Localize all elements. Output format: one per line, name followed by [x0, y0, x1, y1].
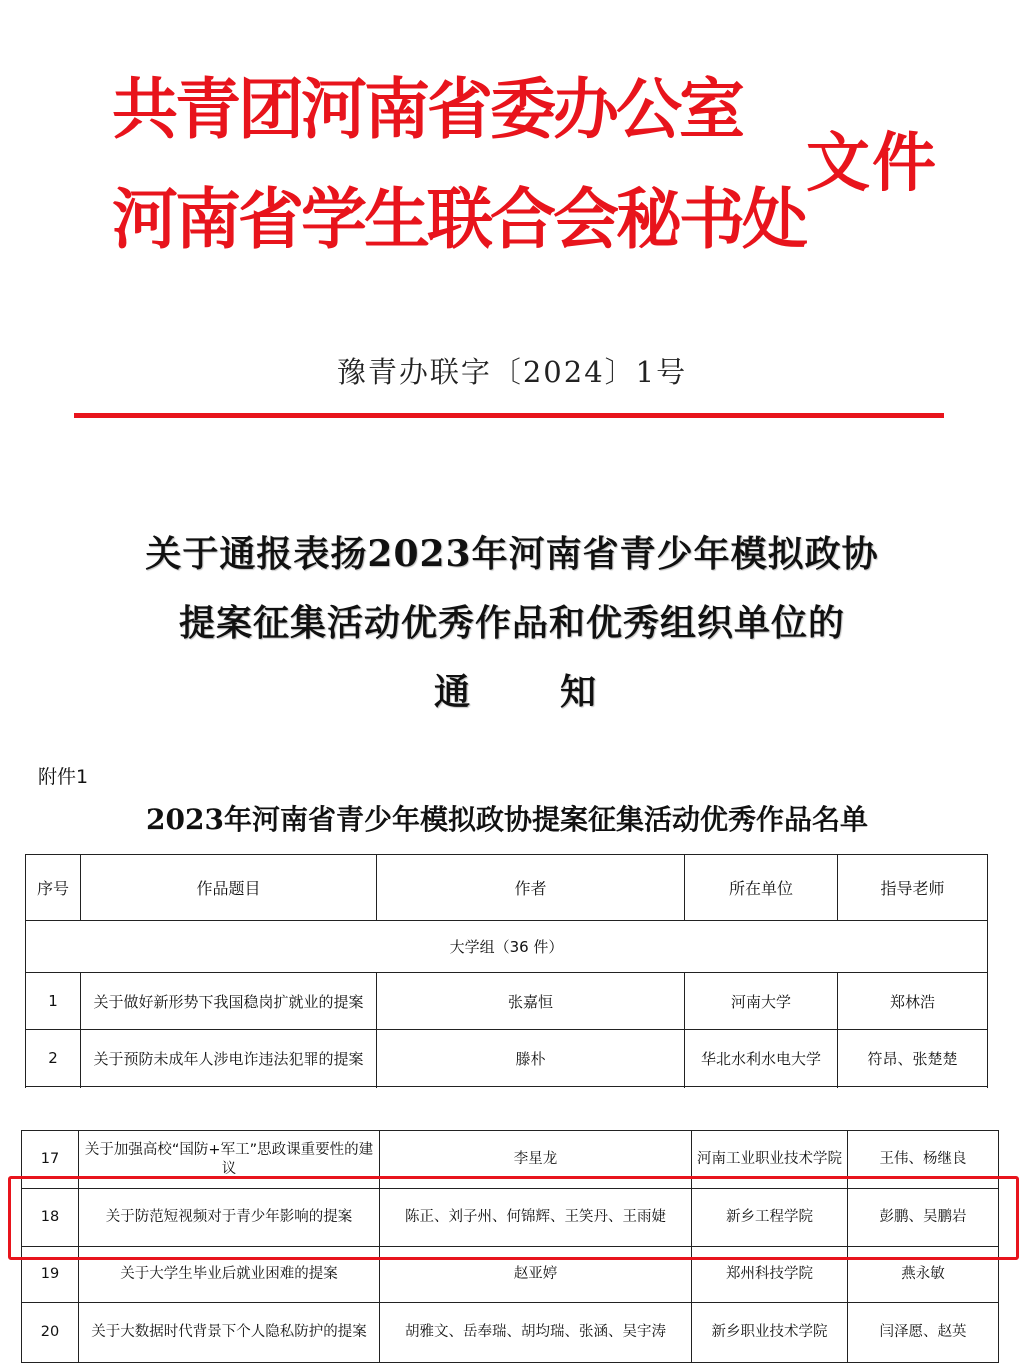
header-unit: 所在单位: [685, 855, 838, 921]
cell-author: 陈正、刘子州、何锦辉、王笑丹、王雨婕: [380, 1189, 692, 1247]
cell-advisor: 符昂、张楚楚: [838, 1030, 988, 1087]
cell-seq: 19: [22, 1247, 79, 1303]
cell-advisor: 燕永敏: [848, 1247, 999, 1303]
cell-unit: 郑州科技学院: [692, 1247, 848, 1303]
org-name-line2: 河南省学生联合会秘书处: [112, 181, 805, 258]
cell-unit: 河南工业职业技术学院: [692, 1131, 848, 1189]
attachment-label: 附件1: [38, 766, 89, 788]
table-header-row: [26, 855, 988, 921]
cell-seq: 1: [26, 973, 81, 1030]
header-divider: [74, 413, 944, 418]
cell-author: 滕朴: [377, 1030, 685, 1087]
cell-title: 关于加强高校“国防+军工”思政课重要性的建议: [79, 1131, 380, 1189]
table-row: [22, 1303, 999, 1363]
cell-advisor: 王伟、杨继良: [848, 1131, 999, 1189]
notice-title-line3: 通知: [433, 671, 686, 713]
cell-author: 张嘉恒: [377, 973, 685, 1030]
cell-title: 关于预防未成年人涉电诈违法犯罪的提案: [81, 1030, 377, 1087]
table-row: [22, 1131, 999, 1189]
header-advisor: 指导老师: [838, 855, 988, 921]
cell-advisor: 郑林浩: [838, 973, 988, 1030]
cell-unit: 新乡工程学院: [692, 1189, 848, 1247]
table-row: [26, 1030, 988, 1087]
cell-seq: 2: [26, 1030, 81, 1087]
cell-title: 关于大学生毕业后就业困难的提案: [79, 1247, 380, 1303]
table-row: [26, 973, 988, 1030]
group-label: 大学组（36 件）: [26, 921, 988, 973]
cell-title: 关于防范短视频对于青少年影响的提案: [79, 1189, 380, 1247]
awards-table-bottom: [21, 1130, 999, 1363]
cell-advisor: 彭鹏、吴鹏岩: [848, 1189, 999, 1247]
cell-seq: 20: [22, 1303, 79, 1363]
document-number: 豫青办联字〔2024〕1号: [336, 355, 688, 389]
table-row-cut: [26, 1087, 988, 1089]
header-title: 作品题目: [81, 855, 377, 921]
table-fragment-top: [0, 852, 1024, 1088]
attachment-list-title: 2023年河南省青少年模拟政协提案征集活动优秀作品名单: [146, 803, 868, 836]
org-name-line1: 共青团河南省委办公室: [112, 71, 742, 148]
cell-unit: 新乡职业技术学院: [692, 1303, 848, 1363]
group-row: [26, 921, 988, 973]
cell-title: 关于做好新形势下我国稳岗扩就业的提案: [81, 973, 377, 1030]
cell-seq: 18: [22, 1189, 79, 1247]
cell-author: 李星龙: [380, 1131, 692, 1189]
awards-table-top: [25, 854, 988, 1088]
header-author: 作者: [377, 855, 685, 921]
cell-advisor: 闫泽愿、赵英: [848, 1303, 999, 1363]
cell-title: 关于大数据时代背景下个人隐私防护的提案: [79, 1303, 380, 1363]
notice-title-line1: 关于通报表扬2023年河南省青少年模拟政协: [145, 533, 879, 575]
header-seq: 序号: [26, 855, 81, 921]
cell-author: 赵亚婷: [380, 1247, 692, 1303]
cell-seq: 17: [22, 1131, 79, 1189]
org-file-suffix: 文件: [806, 127, 938, 201]
table-row-highlighted: [22, 1189, 999, 1247]
table-row: [22, 1247, 999, 1303]
table-fragment-bottom: [0, 1128, 1024, 1365]
cell-author: 胡雅文、岳奉瑞、胡均瑞、张涵、吴宇涛: [380, 1303, 692, 1363]
cell-unit: 河南大学: [685, 973, 838, 1030]
notice-title-line2: 提案征集活动优秀作品和优秀组织单位的: [178, 602, 845, 644]
cell-unit: 华北水利水电大学: [685, 1030, 838, 1087]
